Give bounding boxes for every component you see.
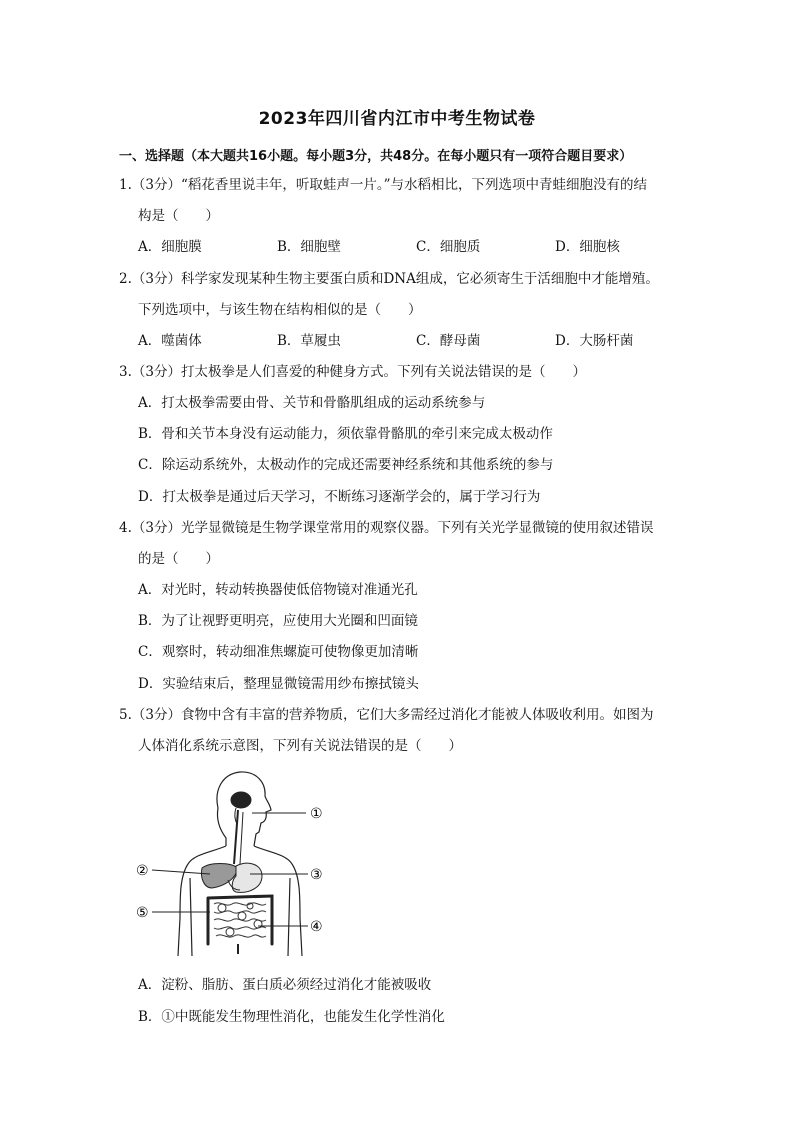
q4-option-d: D．实验结束后，整理显微镜需用纱布擦拭镜头	[138, 676, 419, 692]
q2-stem-line-1: 2.（3分）科学家发现某种生物主要蛋白质和DNA组成，它必须寄生于活细胞中才能增殖。	[119, 271, 659, 287]
q5-option-b: B．①中既能发生物理性消化，也能发生化学性消化	[138, 1009, 445, 1025]
figure-label-1: ①	[310, 806, 323, 822]
figure-label-4: ④	[310, 919, 323, 935]
q4-stem-line-1: 4.（3分）光学显微镜是生物学课堂常用的观察仪器。下列有关光学显微镜的使用叙述错误	[119, 520, 654, 536]
q2-option-c: C．酵母菌	[416, 333, 481, 349]
q3-option-c: C．除运动系统外，太极动作的完成还需要神经系统和其他系统的参与	[138, 457, 554, 473]
q5-option-a: A．淀粉、脂肪、蛋白质必须经过消化才能被吸收	[138, 977, 432, 993]
q1-options	[138, 238, 694, 256]
q1-option-d: D．细胞核	[555, 239, 620, 255]
q4-stem-line-2: 的是（ ）	[138, 551, 219, 567]
figure-label-3: ③	[310, 867, 323, 883]
q4-option-c: C．观察时，转动细准焦螺旋可使物像更加清晰	[138, 644, 419, 660]
q2-option-a: A．噬菌体	[138, 333, 202, 349]
q1-stem-line-2: 构是（ ）	[138, 208, 219, 224]
q5-stem-line-2: 人体消化系统示意图，下列有关说法错误的是（ ）	[138, 738, 462, 754]
q1-stem-line-1: 1.（3分）“稻花香里说丰年，听取蛙声一片。”与水稻相比，下列选项中青蛙细胞没有的结	[119, 177, 648, 193]
q4-option-b: B．为了让视野更明亮，应使用大光圈和凹面镜	[138, 613, 418, 629]
q4-option-a: A．对光时，转动转换器使低倍物镜对准通光孔	[138, 582, 418, 598]
q2-option-b: B．草履虫	[277, 333, 341, 349]
figure-label-2: ②	[136, 863, 149, 879]
q2-stem-line-2: 下列选项中，与该生物在结构相似的是（ ）	[138, 302, 422, 318]
q5-stem-line-1: 5.（3分）食物中含有丰富的营养物质，它们大多需经过消化才能被人体吸收利用。如图为	[119, 707, 654, 723]
q3-stem-line-1: 3.（3分）打太极拳是人们喜爱的种健身方式。下列有关说法错误的是（ ）	[119, 364, 586, 380]
q3-option-a: A．打太极拳需要由骨、关节和骨骼肌组成的运动系统参与	[138, 395, 486, 411]
q3-option-d: D．打太极拳是通过后天学习，不断练习逐渐学会的，属于学习行为	[138, 489, 541, 505]
q1-option-c: C．细胞质	[416, 239, 481, 255]
section-heading: 一、选择题（本大题共16小题。每小题3分，共48分。在每小题只有一项符合题目要求）	[119, 149, 633, 164]
q2-options	[138, 332, 694, 350]
q1-option-b: B．细胞壁	[277, 239, 341, 255]
page-title: 2023年四川省内江市中考生物试卷	[258, 109, 536, 129]
q2-option-d: D．大肠杆菌	[555, 333, 634, 349]
q1-option-a: A．细胞膜	[138, 239, 202, 255]
figure-label-5: ⑤	[136, 905, 149, 921]
q3-option-b: B．骨和关节本身没有运动能力，须依靠骨骼肌的牵引来完成太极动作	[138, 426, 553, 442]
digestive-system-figure	[130, 768, 340, 960]
